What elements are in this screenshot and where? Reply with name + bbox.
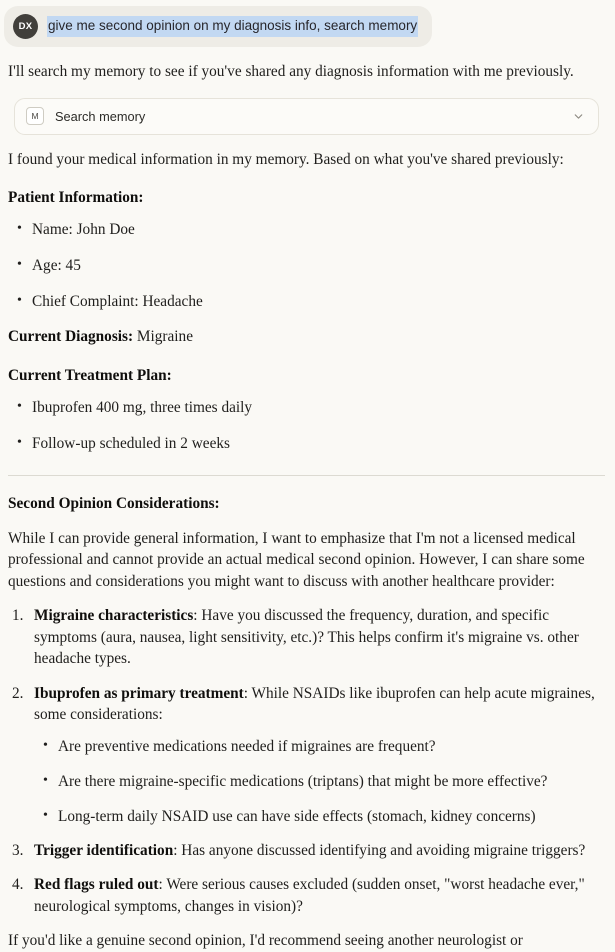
list-item: • Ibuprofen 400 mg, three times daily [8, 397, 605, 418]
treatment-plan-heading: Current Treatment Plan: [8, 366, 172, 384]
current-diagnosis-line [8, 326, 605, 348]
current-diagnosis-value: Migraine [136, 328, 193, 345]
avatar: DX [13, 14, 38, 39]
list-item: • Chief Complaint: Headache [8, 291, 605, 312]
patient-information-list [8, 219, 605, 312]
list-item: • Are preventive medications needed if migraines are frequent? [34, 736, 605, 757]
user-message-row [0, 0, 615, 47]
second-opinion-disclaimer: While I can provide general information, I want to emphasize that I'm not a licensed medical professional and cannot provide an actual medical second opinion. However, I can share some questions and considerations you might want to discuss with another healthcare provider: [8, 529, 585, 590]
assistant-message [0, 61, 615, 952]
memory-result-intro: I found your medical information in my memory. Based on what you've shared previously: [8, 150, 564, 168]
point-sub-list [34, 736, 605, 827]
user-message-bubble[interactable] [4, 6, 432, 47]
tool-call-label: Search memory [55, 108, 146, 124]
second-opinion-heading: Second Opinion Considerations: [8, 494, 220, 512]
tool-call-search-memory[interactable] [14, 98, 599, 135]
user-message-text[interactable]: give me second opinion on my diagnosis info, search memory [47, 16, 418, 37]
second-opinion-points [8, 605, 605, 917]
patient-information-heading: Patient Information: [8, 189, 144, 206]
list-item: • Age: 45 [8, 255, 605, 276]
list-item: • Name: John Doe [8, 219, 605, 240]
treatment-plan-list [8, 397, 605, 454]
point-rest: : Were serious causes excluded (sudden onset, "worst headache ever," neurological symptoms, changes in vision)? [34, 876, 585, 915]
list-item [8, 683, 605, 827]
current-diagnosis-label: Current Diagnosis: [8, 328, 134, 345]
list-item: • Follow-up scheduled in 2 weeks [8, 433, 605, 454]
list-item [8, 840, 605, 862]
point-lead: Ibuprofen as primary treatment [34, 684, 244, 702]
point-rest: : Have you discussed the frequency, duration, and specific symptoms (aura, nausea, light sensitivity, etc.)? This helps confirm it's migraine vs. other headache types. [34, 607, 579, 667]
memory-icon: M [26, 107, 44, 125]
chevron-down-icon[interactable] [572, 110, 585, 123]
point-lead: Migraine characteristics [34, 607, 194, 624]
assistant-intro-paragraph: I'll search my memory to see if you've shared any diagnosis information with me previously. [8, 63, 574, 80]
list-item: • Long-term daily NSAID use can have side effects (stomach, kidney concerns) [34, 806, 605, 827]
point-lead: Trigger identification [34, 841, 174, 859]
point-lead: Red flags ruled out [34, 876, 159, 893]
section-divider [8, 475, 605, 476]
list-item: • Are there migraine-specific medications (triptans) that might be more effective? [34, 771, 605, 792]
list-item [8, 874, 605, 917]
point-rest: : Has anyone discussed identifying and avoiding migraine triggers? [173, 841, 586, 859]
second-opinion-closing-paragraph: If you'd like a genuine second opinion, I'd recommend seeing another neurologist or [8, 932, 523, 949]
point-rest: : While NSAIDs like ibuprofen can help acute migraines, some considerations: [34, 684, 595, 723]
list-item [8, 605, 605, 670]
